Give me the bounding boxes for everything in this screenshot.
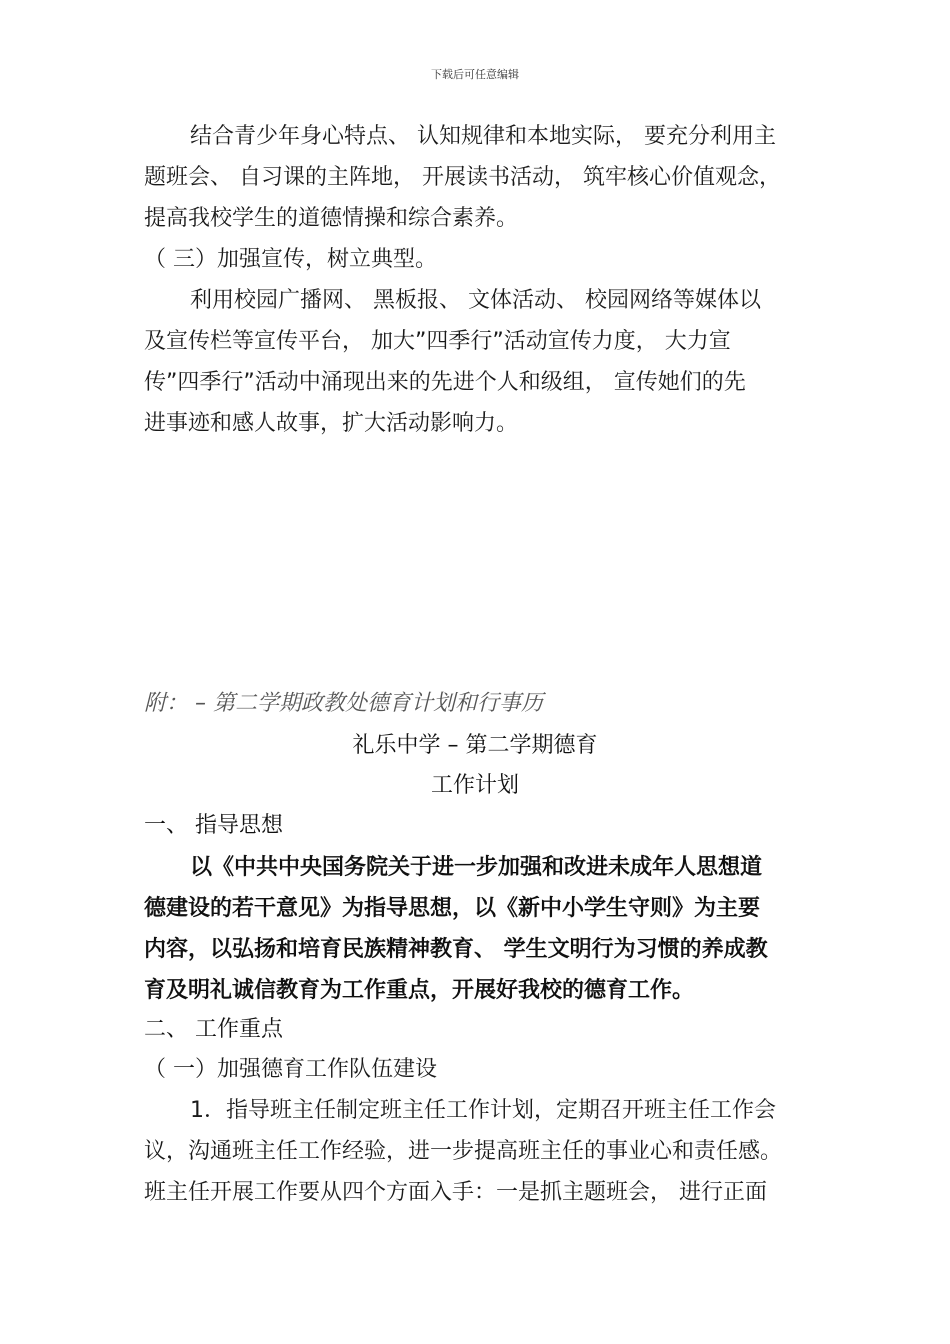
subsection-heading: （ 一）加强德育工作队伍建设 bbox=[144, 1057, 437, 1082]
paragraph-line: 进事迹和感人故事，扩大活动影响力。 bbox=[144, 411, 519, 436]
section-heading: 一、 指导思想 bbox=[144, 813, 283, 838]
paragraph-line: 及宣传栏等宣传平台， 加大”四季行”活动宣传力度， 大力宣 bbox=[144, 329, 731, 354]
paragraph-line: 德建设的若干意见》为指导思想，以《新中小学生守则》为主要 bbox=[144, 896, 761, 921]
paragraph-line: 结合青少年身心特点、 认知规律和本地实际， 要充分利用主 bbox=[190, 124, 776, 149]
section-heading: 二、 工作重点 bbox=[144, 1017, 283, 1042]
section-heading: （ 三）加强宣传，树立典型。 bbox=[144, 247, 437, 272]
paragraph-line: 提高我校学生的道德情操和综合素养。 bbox=[144, 206, 519, 231]
paragraph-line: 议，沟通班主任工作经验，进一步提高班主任的事业心和责任感。 bbox=[144, 1139, 783, 1164]
paragraph-line: 1．指导班主任制定班主任工作计划，定期召开班主任工作会 bbox=[190, 1098, 776, 1123]
paragraph-line: 内容，以弘扬和培育民族精神教育、 学生文明行为习惯的养成教 bbox=[144, 937, 768, 962]
paragraph-line: 利用校园广播网、 黑板报、 文体活动、 校园网络等媒体以 bbox=[190, 288, 761, 313]
paragraph-line: 育及明礼诚信教育为工作重点，开展好我校的德育工作。 bbox=[144, 978, 695, 1003]
document-title-line2: 工作计划 bbox=[430, 773, 519, 798]
paragraph-line: 以《中共中央国务院关于进一步加强和改进未成年人思想道 bbox=[190, 855, 763, 880]
header-note: 下载后可任意编辑 bbox=[431, 68, 519, 81]
paragraph-line: 班主任开展工作要从四个方面入手：一是抓主题班会， 进行正面 bbox=[144, 1180, 767, 1205]
appendix-label: 附： – 第二学期政教处德育计划和行事历 bbox=[144, 691, 543, 716]
paragraph-line: 传”四季行”活动中涌现出来的先进个人和级组， 宣传她们的先 bbox=[144, 370, 746, 395]
paragraph-line: 题班会、 自习课的主阵地， 开展读书活动， 筑牢核心价值观念， bbox=[144, 165, 781, 190]
document-title-line1: 礼乐中学 – 第二学期德育 bbox=[352, 733, 598, 758]
